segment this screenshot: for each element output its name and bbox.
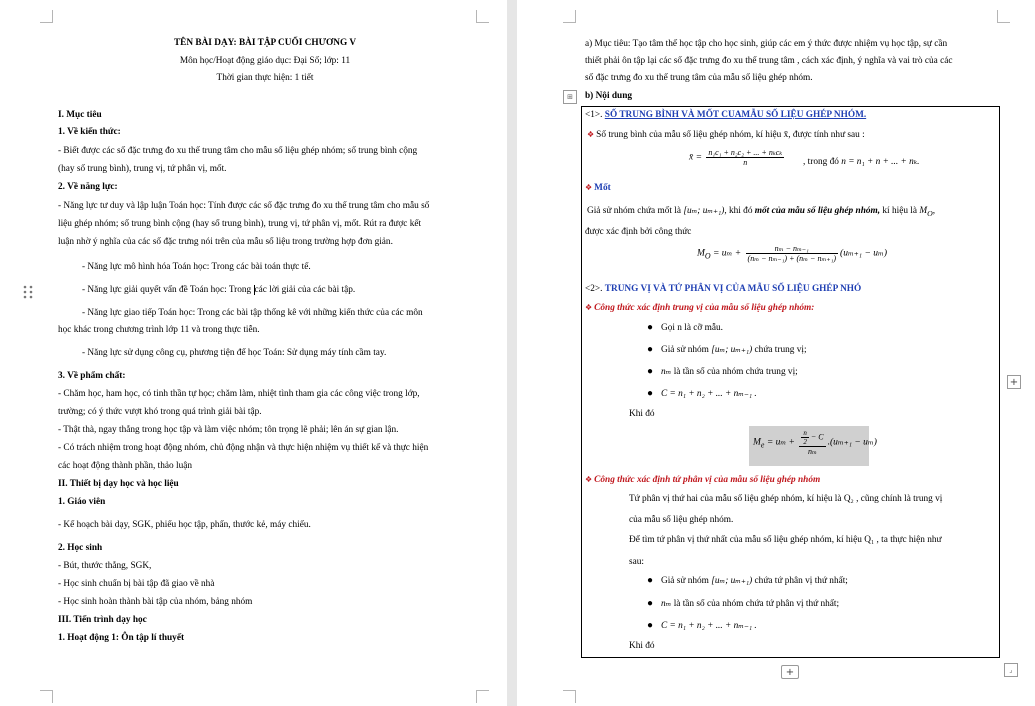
bullet-dot: ● <box>647 575 654 586</box>
khi-do: Khi đó <box>629 641 655 651</box>
paragraph-line: học khác trong chương trình lớp 11 và trong thực tiễn. <box>58 325 260 335</box>
move-handle-icon[interactable] <box>22 284 34 300</box>
doc-subject: Môn học/Hoạt động giáo dục: Đại Số; lớp: 11 <box>179 56 351 66</box>
paragraph-line: các hoạt động thành phần, thảo luận <box>58 461 192 471</box>
median-item: Giả sử nhóm [uₘ; uₘ₊₁) chứa trung vị; <box>661 345 807 355</box>
heading-student: 2. Học sinh <box>58 543 103 553</box>
aim-line: thiết phải ôn tập lại các số đặc trưng đo xu thế trung tâm , cách xác định, ý nghĩa và vai trò của các <box>585 56 953 66</box>
mode-line: được xác định bởi công thức <box>585 227 692 237</box>
mean-where: , trong đó n = n₁ + n + ... + nₖ. <box>803 157 920 167</box>
median-formula: $M_e = u_m$ + $\frac{n}{2}$ − C nₘ .(uₘ₊₁ − uₘ) <box>753 429 877 456</box>
content-heading: b) Nội dung <box>585 91 633 101</box>
paragraph-line: - Kế hoạch bài dạy, SGK, phiếu học tập, phấn, thước kẻ, máy chiếu. <box>58 520 311 530</box>
mean-text: ❖ Số trung bình của mẫu số liệu ghép nhóm, kí hiệu x̄, được tính như sau : <box>587 130 865 140</box>
bullet-dot: ● <box>647 598 654 609</box>
mode-heading: ❖ Mốt <box>585 183 611 193</box>
resize-icon[interactable]: ⌟ <box>1004 663 1018 677</box>
median-item: nₘ là tần số của nhóm chứa trung vị; <box>661 367 798 377</box>
bullet-dot: ● <box>647 388 654 399</box>
add-row-button[interactable]: + <box>781 665 799 679</box>
diamond-bullet-icon: ❖ <box>585 183 593 192</box>
doc-duration: Thời gian thực hiện: 1 tiết <box>216 73 314 83</box>
bullet-dot: ● <box>647 322 654 333</box>
quartile-heading: ❖ Công thức xác định tứ phân vị của mẫu số liệu ghép nhóm <box>585 475 821 485</box>
paragraph-line: luận nhờ ý nghĩa của các số đặc trưng nói trên của mẫu số liệu trong trường hợp đơn giản. <box>58 237 393 247</box>
margin-mark <box>997 10 1010 23</box>
mode-formula: $M_O = u_m$ + $\frac{\text{nₘ − nₘ₋₁}}{\text{(nₘ − nₘ₋₁) + (nₘ − nₘ₊₁)}}$ (uₘ₊₁ − uₘ) <box>697 244 887 263</box>
paragraph-line: - Biết được các số đặc trưng đo xu thế trung tâm cho mẫu số liệu ghép nhóm; số trung bình cộng <box>58 146 418 156</box>
heading-quality: 3. Về phẩm chất: <box>58 371 126 381</box>
heading-objectives: I. Mục tiêu <box>58 110 102 120</box>
quartile-line: Tứ phân vị thứ hai của mẫu số liệu ghép nhóm, kí hiệu là Q₂ , cũng chính là trung vị <box>629 494 943 504</box>
quartile-item: nₘ là tần số của nhóm chứa tứ phân vị thứ nhất; <box>661 599 840 609</box>
page-right <box>517 0 1035 706</box>
aim-line: số đặc trưng đo xu thế trung tâm của mẫu số liệu ghép nhóm. <box>585 73 813 83</box>
margin-mark <box>563 690 576 703</box>
paragraph-line: - Năng lực giao tiếp Toán học: Trong các bài tập thống kê với những kiến thức của các môn <box>82 308 423 318</box>
bullet-dot: ● <box>647 344 654 355</box>
page-left <box>0 0 507 706</box>
khi-do: Khi đó <box>629 409 655 419</box>
diamond-bullet-icon: ❖ <box>587 130 595 139</box>
section-1-heading: <1>. SỐ TRUNG BÌNH VÀ MỐT CUAMẪU SỐ LIỆU GHÉP NHÓM. <box>585 110 867 120</box>
margin-mark <box>476 690 489 703</box>
quartile-item: C = n₁ + n₂ + ... + nₘ₋₁ . <box>661 621 757 631</box>
quartile-item: Giả sử nhóm [uₘ; uₘ₊₁) chứa tứ phân vị thứ nhất; <box>661 576 848 586</box>
paragraph-line: - Năng lực sử dụng công cụ, phương tiện để học Toán: Sử dụng máy tính cầm tay. <box>82 348 387 358</box>
paragraph-line: - Năng lực mô hình hóa Toán học: Trong các bài toán thực tế. <box>82 262 311 272</box>
median-heading: ❖ Công thức xác định trung vị của mẫu số liệu ghép nhóm: <box>585 303 815 313</box>
paragraph-line: (hay số trung bình), trung vị, tứ phân vị, mốt. <box>58 164 227 174</box>
paragraph-line: - Năng lực tư duy và lập luận Toán học: Tính được các số đặc trưng đo xu thế trung tâm cho mẫu số <box>58 201 430 211</box>
doc-title: TÊN BÀI DẠY: BÀI TẬP CUỐI CHƯƠNG V <box>173 38 357 48</box>
paragraph-line: - Học sinh hoàn thành bài tập của nhóm, bảng nhóm <box>58 597 253 607</box>
paragraph-line: - Có trách nhiệm trong hoạt động nhóm, chủ động nhận và thực hiện nhiệm vụ thiết kế và thực hiện <box>58 443 429 453</box>
heading-process: III. Tiến trình dạy học <box>58 615 147 625</box>
median-item: C = n₁ + n₂ + ... + nₘ₋₁ . <box>661 389 757 399</box>
paragraph-line: - Thật thà, ngay thẳng trong học tập và làm việc nhóm; tôn trọng lẽ phải; lên án sự gian lận. <box>58 425 399 435</box>
heading-teacher: 1. Giáo viên <box>58 497 106 507</box>
heading-equipment: II. Thiết bị dạy học và học liệu <box>58 479 179 489</box>
median-item: Gọi n là cỡ mẫu. <box>661 323 723 333</box>
quartile-line: Để tìm tứ phân vị thứ nhất của mẫu số liệu ghép nhóm, kí hiệu Q₁ , ta thực hiện như <box>629 535 942 545</box>
mode-line: Giả sử nhóm chứa mốt là [uₘ; uₘ₊₁), khi đó mốt của mẫu số liệu ghép nhóm, kí hiệu là $M_O$, <box>587 206 936 218</box>
heading-knowledge: 1. Về kiến thức: <box>58 127 121 137</box>
margin-mark <box>40 690 53 703</box>
margin-mark <box>476 10 489 23</box>
margin-mark <box>563 10 576 23</box>
margin-mark <box>40 10 53 23</box>
paragraph-line: - Học sinh chuẩn bị bài tập đã giao về nhà <box>58 579 215 589</box>
diamond-bullet-icon: ❖ <box>585 475 593 484</box>
bullet-dot: ● <box>647 620 654 631</box>
section-2-heading: <2>. TRUNG VỊ VÀ TỨ PHÂN VỊ CỦA MẪU SỐ LIỆU GHÉP NHÓ <box>585 284 862 294</box>
aim-line: a) Mục tiêu: Tạo tâm thế học tập cho học sinh, giúp các em ý thức được nhiệm vụ học tập, sự cần <box>585 39 948 49</box>
bullet-dot: ● <box>647 366 654 377</box>
quartile-line: sau: <box>629 557 644 567</box>
heading-ability: 2. Về năng lực: <box>58 182 118 192</box>
paragraph-line: - Chăm học, ham học, có tinh thần tự học; chăm làm, nhiệt tình tham gia các công việc trong lớp, <box>58 389 420 399</box>
paragraph-line: trường; có ý thức vượt khó trong quá trình giải bài tập. <box>58 407 262 417</box>
mean-formula: x̄ = $\frac{\text{n₁c₁ + n₂c₂ + ... + nₖcₖ}}{n}$ <box>689 148 783 167</box>
paragraph-line: - Bút, thước thẳng, SGK, <box>58 561 152 571</box>
diamond-bullet-icon: ❖ <box>585 303 593 312</box>
table-move-icon[interactable]: ⊞ <box>563 90 577 104</box>
paragraph-line: liệu ghép nhóm; số trung bình cộng (hay số trung bình), trung vị, tứ phân vị, mốt. Rút ra được kết <box>58 219 422 229</box>
quartile-line: của mẫu số liệu ghép nhóm. <box>629 515 734 525</box>
median-formula-box <box>749 426 877 466</box>
paragraph-line: - Năng lực giải quyết vấn đề Toán học: Trong các lời giải của các bài tập. <box>82 285 356 295</box>
plus-icon[interactable]: + <box>1007 375 1021 389</box>
heading-activity1: 1. Hoạt động 1: Ôn tập lí thuyết <box>58 633 185 643</box>
